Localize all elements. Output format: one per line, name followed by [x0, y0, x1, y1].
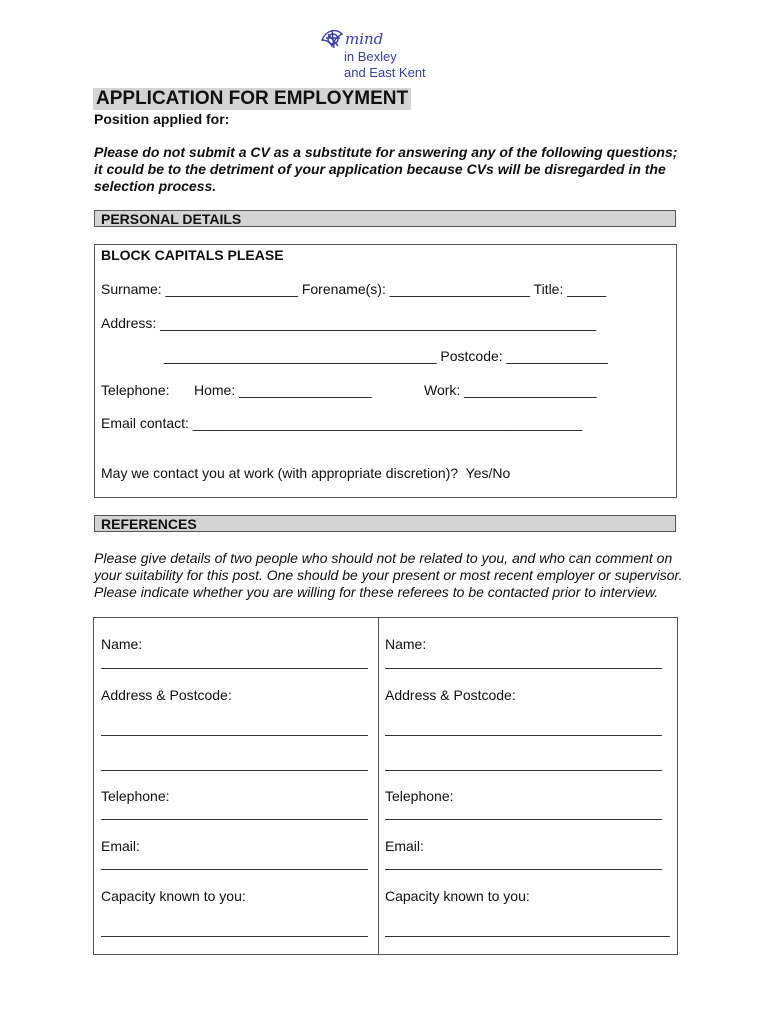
home-phone-field[interactable]: Home: _________________: [194, 382, 372, 398]
referee-2-address-label: Address & Postcode:: [385, 687, 516, 703]
referee-2-address-line-2[interactable]: [385, 770, 662, 771]
referee-1-name-label: Name:: [101, 636, 143, 652]
referee-1-capacity-line[interactable]: [101, 936, 368, 937]
referee-2-capacity-label: Capacity known to you:: [385, 888, 530, 904]
cv-notice: Please do not submit a CV as a substitute for answering any of the following questions; it could be to the detriment of your application because CVs will be disregarded in the selection process.: [94, 144, 678, 194]
referee-2-column: [378, 618, 677, 954]
referee-1-capacity-label: Capacity known to you:: [101, 888, 246, 904]
referee-1-address-label: Address & Postcode:: [101, 687, 232, 703]
references-intro: Please give details of two people who should not be related to you, and who can comment on your suitability for this post. One should be your present or most recent employer or supervisor. Please indicate whether you are willing for these referees to be contacted prior to interview.: [94, 550, 683, 600]
name-fields-line[interactable]: Surname: _________________ Forename(s): __________________ Title: _____: [101, 281, 607, 297]
logo-line-bexley: in Bexley: [344, 49, 397, 64]
work-phone-field[interactable]: Work: _________________: [424, 382, 597, 398]
logo-word-mind: mind: [345, 30, 384, 48]
block-capitals-note: BLOCK CAPITALS PLEASE: [101, 247, 284, 263]
postcode-field-line[interactable]: ___________________________________ Postcode: _____________: [164, 348, 608, 364]
personal-details-heading: PERSONAL DETAILS: [94, 210, 676, 227]
email-field[interactable]: Email contact: __________________________________________________: [101, 415, 583, 431]
referee-1-address-line-1[interactable]: [101, 735, 368, 736]
mind-logo: [318, 24, 458, 82]
references-heading: REFERENCES: [94, 515, 676, 532]
telephone-label: Telephone:: [101, 382, 170, 398]
address-field[interactable]: Address: ________________________________________________________: [101, 315, 597, 331]
referee-1-column: [94, 618, 379, 954]
referee-1-address-line-2[interactable]: [101, 770, 368, 771]
logo-line-east-kent: and East Kent: [344, 65, 426, 80]
position-applied-label: Position applied for:: [94, 111, 230, 127]
referee-2-telephone-line[interactable]: [385, 819, 662, 820]
page-title: APPLICATION FOR EMPLOYMENT: [93, 88, 411, 110]
references-table: [93, 617, 678, 955]
contact-at-work-question[interactable]: May we contact you at work (with appropriate discretion)? Yes/No: [101, 465, 511, 481]
referee-2-email-label: Email:: [385, 838, 424, 854]
referee-1-name-line[interactable]: [101, 668, 368, 669]
referee-2-name-line[interactable]: [385, 668, 662, 669]
referee-1-telephone-line[interactable]: [101, 819, 368, 820]
referee-1-telephone-label: Telephone:: [101, 788, 170, 804]
referee-2-email-line[interactable]: [385, 869, 662, 870]
referee-2-telephone-label: Telephone:: [385, 788, 454, 804]
referee-2-name-label: Name:: [385, 636, 427, 652]
referee-1-email-line[interactable]: [101, 869, 368, 870]
referee-1-email-label: Email:: [101, 838, 140, 854]
referee-2-address-line-1[interactable]: [385, 735, 662, 736]
personal-details-box: [94, 244, 677, 498]
referee-2-capacity-line[interactable]: [385, 936, 670, 937]
